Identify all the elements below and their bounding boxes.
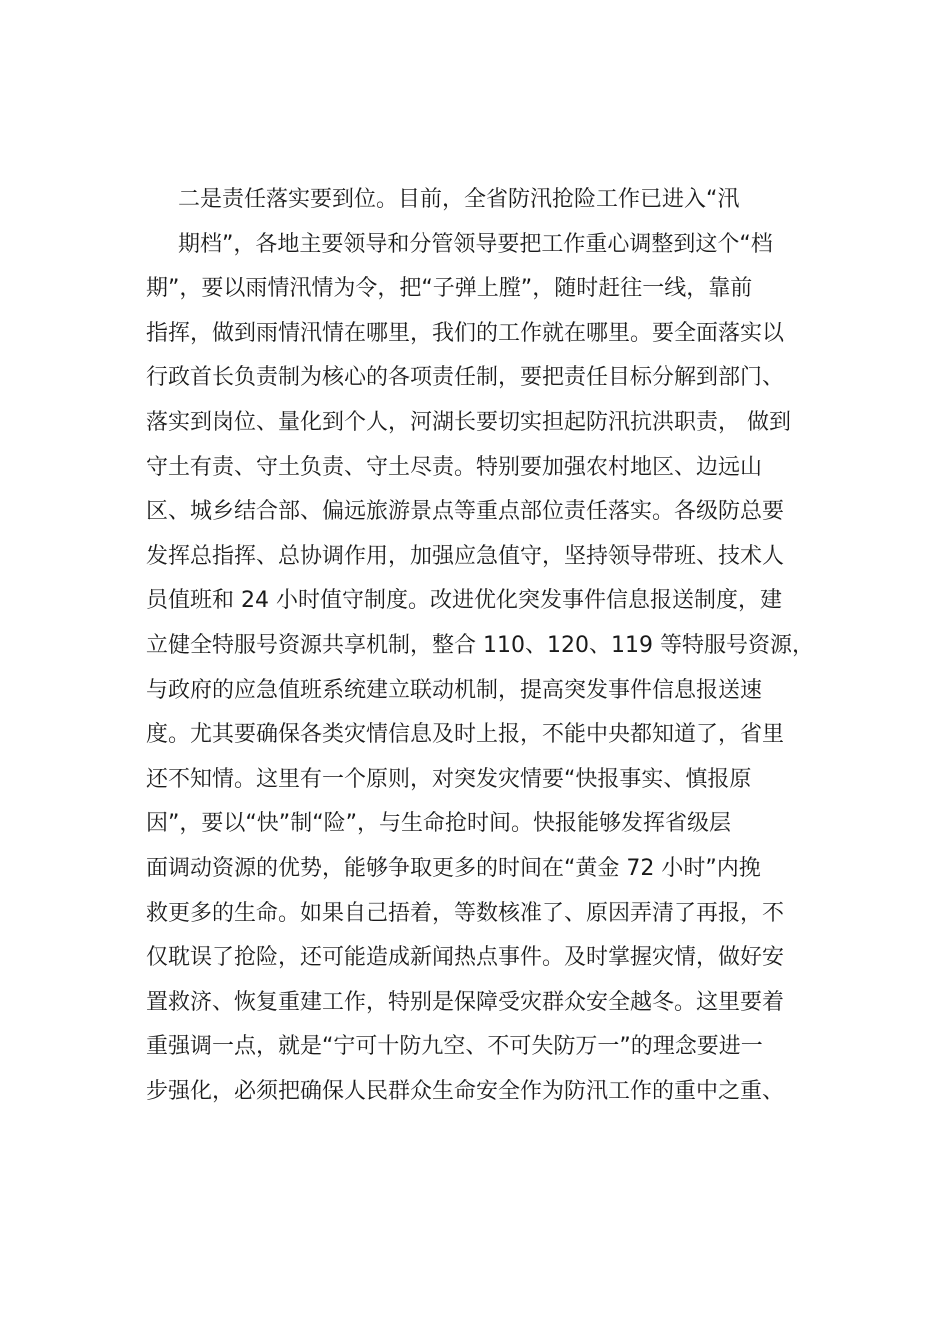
text-line: 发挥总指挥、总协调作用，加强应急值守，坚持领导带班、技术人 (146, 543, 785, 569)
text-line: 行政首长负责制为核心的各项责任制，要把责任目标分解到部门、 (146, 365, 785, 391)
text-line: 指挥，做到雨情汛情在哪里，我们的工作就在哪里。要全面落实以 (146, 320, 785, 346)
text-line: 期档”，各地主要领导和分管领导要把工作重心调整到这个“档 (178, 231, 773, 257)
text-line: 区、城乡结合部、偏远旅游景点等重点部位责任落实。各级防总要 (146, 499, 785, 525)
text-line: 期”，要以雨情汛情为令，把“子弹上膛”，随时赶往一线，靠前 (146, 276, 753, 302)
text-line: 落实到岗位、量化到个人，河湖长要切实担起防汛抗洪职责， 做到 (146, 409, 791, 435)
text-line: 守土有责、守土负责、守土尽责。特别要加强农村地区、边远山 (146, 454, 763, 480)
text-line: 仅耽误了抢险，还可能造成新闻热点事件。及时掌握灾情，做好安 (146, 945, 785, 971)
body-text (146, 178, 816, 1114)
text-line: 员值班和 24 小时值守制度。改进优化突发事件信息报送制度，建 (146, 588, 782, 614)
text-line: 二是责任落实要到位。目前，全省防汛抢险工作已进入“汛 (178, 187, 740, 212)
text-line: 置救济、恢复重建工作，特别是保障受灾群众安全越冬。这里要着 (146, 989, 785, 1015)
text-line: 重强调一点，就是“宁可十防九空、不可失防万一”的理念要进一 (146, 1034, 763, 1060)
text-line: 立健全特服号资源共享机制，整合 110、120、119 等特服号资源， (146, 632, 814, 658)
text-line: 因”，要以“快”制“险”，与生命抢时间。快报能够发挥省级层 (146, 811, 731, 837)
text-line: 步强化，必须把确保人民群众生命安全作为防汛工作的重中之重、 (146, 1078, 785, 1104)
text-line: 救更多的生命。如果自己捂着，等数核准了、原因弄清了再报，不 (146, 900, 785, 926)
text-line: 面调动资源的优势，能够争取更多的时间在“黄金 72 小时”内挽 (146, 855, 761, 881)
text-line: 与政府的应急值班系统建立联动机制，提高突发事件信息报送速 (146, 677, 763, 703)
text-line: 还不知情。这里有一个原则，对突发灾情要“快报事实、慎报原 (146, 766, 752, 792)
text-line: 度。尤其要确保各类灾情信息及时上报，不能中央都知道了，省里 (146, 722, 785, 748)
